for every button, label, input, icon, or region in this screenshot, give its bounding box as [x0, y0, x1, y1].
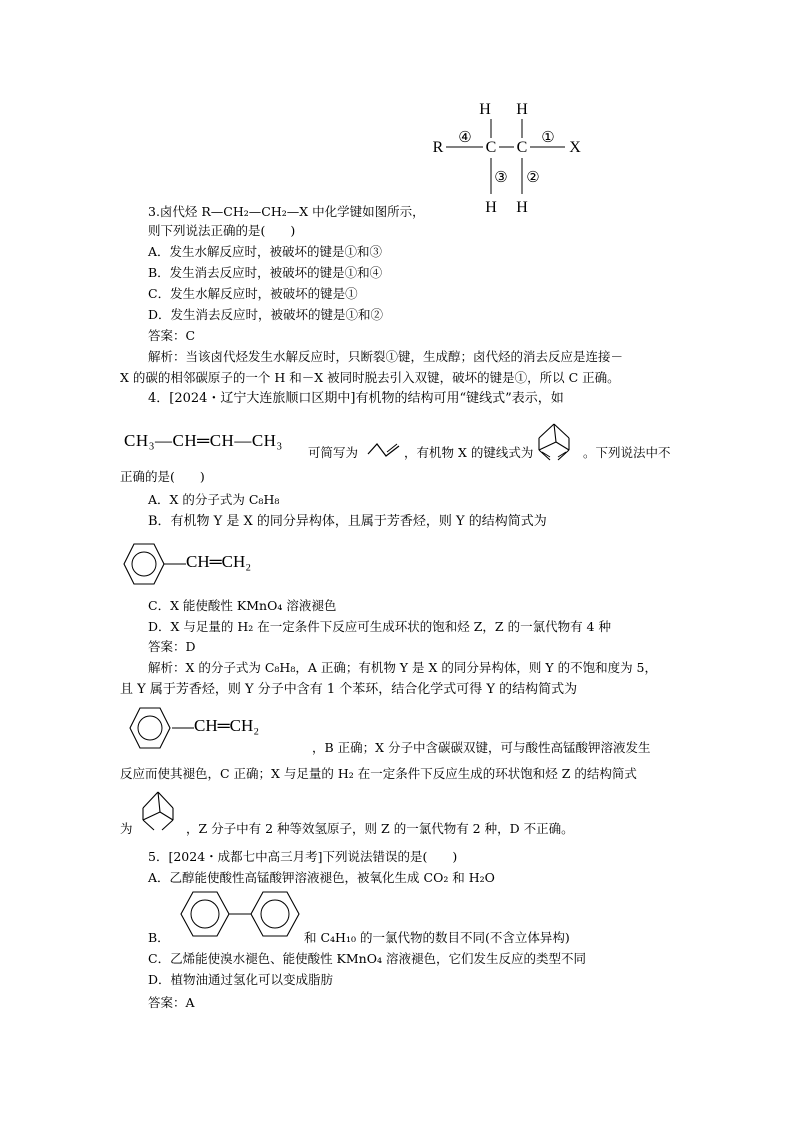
q5-stem: 5．[2024・成都七中高三月考]下列说法错误的是( ) [148, 849, 458, 864]
atom-c-2: C [516, 139, 528, 156]
q3-analysis-line-2: X 的碳的相邻碳原子的一个 H 和－X 被同时脱去引入双键，破坏的键是①，所以 C 正确。 [120, 370, 620, 385]
q4-option-d: D．X 与足量的 H₂ 在一定条件下反应可生成环状的饱和烃 Z，Z 的一氯代物有 4 种 [148, 619, 611, 634]
q4-stem-line-2c: 。下列说法中不 [583, 445, 671, 460]
q4-option-c: C．X 能使酸性 KMnO₄ 溶液褪色 [148, 598, 337, 613]
q4-option-b: B．有机物 Y 是 X 的同分异构体，且属于芳香烃，则 Y 的结构简式为 [148, 514, 547, 529]
q4-analysis-line-4: 反应而使其褪色，C 正确；X 与足量的 H₂ 在一定条件下反应生成的环状饱和烃 Z 的结构简式 [120, 766, 637, 781]
q5-option-b-text: 和 C₄H₁₀ 的一氯代物的数目不同(不含立体异构) [304, 930, 570, 945]
q4-analysis-line-3: ，B 正确；X 分子中含碳碳双键，可与酸性高锰酸钾溶液发生 [312, 740, 651, 755]
q3-option-b: B．发生消去反应时，被破坏的键是①和④ [148, 265, 383, 280]
q4-styrene-label-2: CH═CH₂ [194, 716, 260, 735]
bond-label-3: ③ [494, 170, 508, 186]
q4-analysis-line-5a: 为 [120, 821, 133, 836]
bicyclic-alkane-structure-icon [134, 788, 184, 834]
q3-stem-line-1: 3.卤代烃 R—CH₂—CH₂—X 中化学键如图所示， [148, 204, 425, 219]
q4-stem-line-2b: ，有机物 X 的键线式为 [404, 445, 534, 460]
atom-x: X [569, 139, 581, 156]
bond-label-2: ② [526, 170, 540, 186]
q4-analysis-line-1: 解析：X 的分子式为 C₈H₈，A 正确；有机物 Y 是 X 的同分异构体，则 Y 的不饱和度为 5， [148, 660, 658, 675]
atom-h-top-2: H [516, 101, 528, 118]
q4-stem-line-3: 正确的是( ) [120, 469, 205, 484]
atom-h-top-1: H [479, 101, 491, 118]
styrene-vinyl-bond-icon [164, 560, 186, 568]
q3-option-c: C．发生水解反应时，被破坏的键是① [148, 286, 358, 301]
bicyclic-diene-structure-icon [530, 420, 580, 464]
q5-answer: 答案：A [148, 995, 195, 1010]
atom-r: R [432, 139, 444, 156]
q5-option-c: C．乙烯能使溴水褪色、能使酸性 KMnO₄ 溶液褪色，它们发生反应的类型不同 [148, 951, 586, 966]
atom-h-bottom-1: H [485, 199, 497, 216]
q4-stem-line-2a: 可简写为 [308, 445, 359, 460]
q3-analysis-line-1: 解析：当该卤代烃发生水解反应时，只断裂①键，生成醇；卤代烃的消去反应是连接－ [148, 349, 624, 364]
q3-stem-line-2: 则下列说法正确的是( ) [148, 223, 296, 238]
q3-answer: 答案：C [148, 328, 196, 343]
styrene-benzene-ring-icon-2 [126, 706, 174, 750]
biphenyl-structure-icon [178, 889, 304, 939]
q4-analysis-line-5b: ，Z 分子中有 2 种等效氢原子，则 Z 的一氯代物有 2 种，D 不正确。 [186, 821, 574, 836]
haloalkane-bond-figure [425, 92, 595, 222]
q4-stem-line-1: 4．[2024・辽宁大连旅顺口区期中]有机物的结构可用“键线式”表示，如 [148, 391, 564, 406]
zigzag-skeletal-icon [366, 440, 402, 460]
atom-c-1: C [485, 139, 497, 156]
q4-but-2-ene-formula: CH₃—CH═CH—CH₃ [124, 431, 283, 450]
styrene-benzene-ring-icon [120, 542, 168, 586]
styrene-vinyl-bond-icon-2 [172, 724, 194, 732]
q3-option-a: A．发生水解反应时，被破坏的键是①和③ [148, 244, 383, 259]
q5-option-a: A．乙醇能使酸性高锰酸钾溶液褪色，被氧化生成 CO₂ 和 H₂O [148, 870, 495, 885]
q4-answer: 答案：D [148, 639, 196, 654]
q4-analysis-line-2: 且 Y 属于芳香烃，则 Y 分子中含有 1 个苯环，结合化学式可得 Y 的结构简式为 [120, 682, 578, 697]
atom-h-bottom-2: H [516, 199, 528, 216]
q5-option-d: D．植物油通过氢化可以变成脂肪 [148, 972, 334, 987]
q5-option-b-label: B． [148, 930, 170, 945]
q4-option-a: A．X 的分子式为 C₈H₈ [148, 492, 280, 507]
q3-option-d: D．发生消去反应时，被破坏的键是①和② [148, 307, 384, 322]
q4-styrene-label: CH═CH₂ [186, 552, 252, 571]
bond-label-4: ④ [458, 130, 472, 146]
bond-label-1: ① [541, 130, 555, 146]
